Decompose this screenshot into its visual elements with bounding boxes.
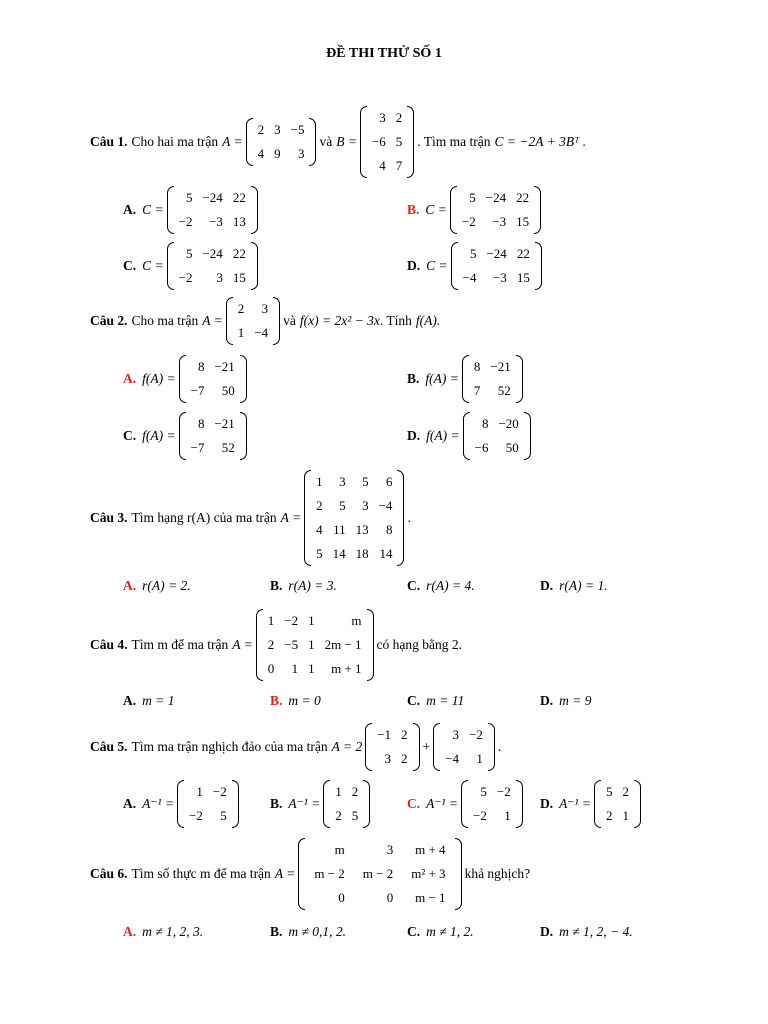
right-paren [363, 780, 370, 828]
option-text: m = 9 [559, 693, 592, 708]
matrix-cell: 7 [395, 158, 403, 173]
option-4d[interactable] [540, 693, 591, 709]
question-text: Tìm ma trận nghịch đảo của ma trận [131, 739, 328, 754]
matrix-A [243, 118, 320, 166]
matrix-cell: 5 [185, 246, 193, 261]
question-4: Câu 4. Tìm m để ma trận A = 1 −2 1 m 2 −5 1 2m − 1 0 1 1 m + 1 có hạng bằng 2. [90, 609, 462, 681]
matrix [167, 242, 258, 290]
option-label: A. [123, 796, 137, 811]
option-label: B. [270, 578, 283, 593]
option-label: C. [407, 578, 421, 593]
option-label: C. [123, 428, 137, 443]
matrix-A [295, 838, 464, 910]
left-paren [246, 118, 253, 166]
matrix-cell: 2m − 1 [324, 637, 362, 652]
page-title: ĐỀ THI THỬ SỐ 1 [326, 46, 442, 61]
left-paren [256, 609, 263, 681]
question-text: . Tính [379, 313, 412, 328]
option-6a[interactable] [123, 924, 203, 940]
matrix [360, 106, 414, 178]
option-label: A. [123, 371, 137, 386]
option-label: C. [407, 796, 421, 811]
question-text: Cho ma trận [131, 313, 199, 328]
matrix-cell: 1 [308, 637, 315, 652]
matrix-cell: 1 [196, 784, 203, 799]
matrix-cell: 3 [297, 146, 305, 161]
option-3a[interactable] [123, 578, 191, 594]
matrix-cell: −21 [490, 359, 511, 374]
option-6d[interactable] [540, 924, 633, 940]
option-text: m ≠ 0,1, 2. [288, 924, 347, 939]
formula: C = −2A + 3Bᵀ . [494, 134, 587, 149]
matrix-cell: 0 [267, 661, 275, 676]
question-text: khả nghịch? [464, 866, 531, 881]
left-paren [167, 242, 174, 290]
option-2d[interactable] [407, 412, 534, 460]
matrix-cell: 7 [473, 383, 481, 398]
matrix-cell: 8 [385, 522, 393, 537]
matrix-cell: 5 [316, 546, 323, 561]
matrix-cell: 1 [237, 325, 245, 340]
left-paren [304, 470, 311, 566]
matrix-cell: 1 [476, 751, 483, 766]
option-5b[interactable] [270, 780, 373, 828]
question-label: Câu 3. [90, 510, 128, 525]
question-1: Câu 1. Cho hai ma trận A = 2 3 −5 4 9 3 và B = 3 2 −6 5 4 7 . Tìm ma trận C = −2A + 3Bᵀ . [90, 106, 586, 178]
matrix-cell: 8 [197, 416, 205, 431]
matrix-cell: 2 [237, 301, 245, 316]
matrix-cell: 1 [335, 784, 342, 799]
option-3b[interactable] [270, 578, 337, 594]
matrix-cell: 2 [622, 784, 630, 799]
matrix-cell: −7 [190, 383, 205, 398]
right-paren [240, 412, 247, 460]
matrix [450, 186, 541, 234]
right-paren [309, 118, 316, 166]
right-paren [273, 297, 280, 345]
option-text: r(A) = 2. [142, 578, 191, 593]
option-label: D. [540, 693, 554, 708]
matrix-cell: 2 [316, 498, 323, 513]
matrix-cell: −3 [208, 214, 223, 229]
left-paren [360, 106, 367, 178]
matrix [177, 780, 239, 828]
matrix-cell: 4 [316, 522, 323, 537]
matrix-cell: −24 [486, 246, 507, 261]
matrix-M2 [430, 723, 498, 771]
option-label: D. [407, 428, 421, 443]
matrix-cell: 5 [362, 474, 369, 489]
matrix-cell: 2 [257, 122, 265, 137]
matrix-cell: m + 1 [331, 661, 362, 676]
matrix-A [301, 470, 407, 566]
option-text: r(A) = 1. [559, 578, 608, 593]
matrix-cell: 2 [267, 637, 275, 652]
left-paren [461, 780, 468, 828]
matrix-cell: 2 [351, 784, 359, 799]
question-text: . Tìm ma trận [417, 134, 491, 149]
question-label: Câu 6. [90, 866, 128, 881]
matrix-cell: 3 [379, 110, 386, 125]
right-paren [524, 412, 531, 460]
function-of-A: f(A). [415, 313, 441, 328]
option-lhs: C = [142, 202, 164, 217]
option-2c[interactable] [123, 412, 250, 460]
matrix-cell: 8 [481, 416, 489, 431]
matrix-cell: 2 [335, 808, 342, 823]
option-text: m ≠ 1, 2. [426, 924, 474, 939]
matrix-cell: 4 [379, 158, 386, 173]
matrix-cell: 3 [274, 122, 281, 137]
matrix-B [357, 106, 417, 178]
matrix [298, 838, 461, 910]
matrix-M1 [362, 723, 422, 771]
option-label: C. [407, 693, 421, 708]
left-paren [298, 838, 305, 910]
matrix-cell: −2 [461, 214, 476, 229]
left-paren [167, 186, 174, 234]
right-paren [251, 242, 258, 290]
matrix-cell: −3 [492, 270, 507, 285]
option-2a[interactable] [123, 355, 250, 403]
matrix-cell: 22 [232, 246, 246, 261]
option-lhs: A⁻¹ = [142, 796, 175, 811]
matrix-cell: m − 2 [362, 866, 394, 881]
left-paren [433, 723, 440, 771]
right-paren [488, 723, 495, 771]
matrix [256, 609, 374, 681]
option-lhs: C = [425, 202, 447, 217]
option-label: C. [407, 924, 421, 939]
matrix-cell: 15 [516, 270, 530, 285]
option-label: C. [123, 258, 137, 273]
option-4c[interactable] [407, 693, 464, 709]
question-2: Câu 2. Cho ma trận A = 2 3 1 −4 và f(x) = 2x² − 3x . Tính f(A). [90, 297, 440, 345]
option-text: m ≠ 1, 2, 3. [142, 924, 204, 939]
matrix-cell: 1 [291, 661, 299, 676]
matrix-cell: 5 [480, 784, 487, 799]
matrix-cell: 13 [232, 214, 246, 229]
matrix-cell: −3 [492, 214, 507, 229]
matrix-cell: m + 4 [415, 842, 446, 857]
option-5c[interactable] [407, 780, 526, 828]
option-label: B. [270, 693, 283, 708]
matrix-cell: −2 [469, 727, 483, 742]
left-paren [594, 780, 601, 828]
right-paren [535, 242, 542, 290]
matrix-cell: 52 [221, 440, 235, 455]
matrix-cell: 1 [316, 474, 323, 489]
option-label: B. [407, 371, 420, 386]
question-text: Tìm m để ma trận [131, 637, 229, 652]
matrix-cell: 2 [401, 751, 408, 766]
option-3d[interactable] [540, 578, 608, 594]
matrix-cell: −7 [190, 440, 205, 455]
matrix-cell: −2 [284, 613, 299, 628]
matrix-cell: 8 [197, 359, 205, 374]
matrix-cell: −4 [378, 498, 393, 513]
matrix-cell: 1 [267, 613, 275, 628]
option-label: A. [123, 578, 137, 593]
option-1d[interactable] [407, 242, 545, 290]
right-paren [634, 780, 641, 828]
question-3: Câu 3. Tìm hạng r(A) của ma trận A = 1 3 5 6 2 5 3 −4 4 11 13 8 5 14 18 14 . [90, 470, 411, 566]
matrix-cell: 13 [355, 522, 369, 537]
option-lhs: A⁻¹ = [559, 796, 592, 811]
left-paren [463, 412, 470, 460]
question-text: có hạng bằng 2. [376, 637, 463, 652]
option-1a[interactable] [123, 186, 261, 234]
left-paren [226, 297, 233, 345]
matrix [226, 297, 280, 345]
question-label: Câu 4. [90, 637, 128, 652]
matrix [323, 780, 370, 828]
matrix-cell: −6 [371, 134, 386, 149]
left-paren [450, 186, 457, 234]
left-paren [179, 355, 186, 403]
matrix-cell: 3 [362, 498, 369, 513]
option-3c[interactable] [407, 578, 475, 594]
matrix [451, 242, 542, 290]
left-paren [451, 242, 458, 290]
matrix-cell: 14 [379, 546, 393, 561]
matrix-cell: 9 [274, 146, 281, 161]
matrix-cell: 15 [232, 270, 246, 285]
matrix-cell: −4 [445, 751, 460, 766]
option-label: A. [123, 693, 137, 708]
question-text: Cho hai ma trận [131, 134, 219, 149]
matrix-cell: −6 [474, 440, 489, 455]
option-2b[interactable] [407, 355, 526, 403]
right-paren [516, 780, 523, 828]
matrix-cell: −2 [496, 784, 511, 799]
option-text: m = 1 [142, 693, 175, 708]
matrix-cell: 18 [355, 546, 369, 561]
matrix-cell: 3 [216, 270, 223, 285]
matrix-cell: 8 [473, 359, 481, 374]
matrix-cell: 1 [308, 661, 315, 676]
matrix-cell: 1 [622, 808, 630, 823]
option-5d[interactable] [540, 780, 644, 828]
matrix-cell: 3 [339, 474, 346, 489]
option-label: A. [123, 202, 137, 217]
matrix-cell: 0 [386, 890, 394, 905]
matrix-cell: −2 [212, 784, 227, 799]
option-lhs: f(A) = [426, 428, 460, 443]
matrix-cell: 5 [606, 784, 613, 799]
option-text: m ≠ 1, 2, − 4. [559, 924, 633, 939]
matrix-A [253, 609, 377, 681]
matrix-cell: −24 [485, 190, 507, 205]
matrix-cell: −2 [178, 214, 193, 229]
matrix-cell: 5 [351, 808, 359, 823]
matrix-cell: 50 [505, 440, 519, 455]
matrix [179, 412, 247, 460]
matrix-cell: −24 [202, 190, 223, 205]
right-paren [397, 470, 404, 566]
matrix-cell: −24 [202, 246, 223, 261]
option-label: A. [123, 924, 137, 939]
option-label: B. [407, 202, 420, 217]
option-label: B. [270, 924, 283, 939]
matrix-cell: 15 [516, 214, 530, 229]
right-paren [534, 186, 541, 234]
function: f(x) = 2x² − 3x [299, 313, 380, 328]
matrix [462, 355, 523, 403]
option-4a[interactable] [123, 693, 174, 709]
matrix-cell: 3 [384, 751, 392, 766]
option-lhs: f(A) = [142, 428, 176, 443]
question-label: Câu 1. [90, 134, 128, 149]
option-label: B. [270, 796, 283, 811]
option-lhs: A⁻¹ = [288, 796, 321, 811]
question-5: Câu 5. Tìm ma trận nghịch đảo của ma trận A = 2 −1 2 3 2 + 3 −2 −4 1 . [90, 723, 501, 771]
matrix-cell: −5 [284, 637, 299, 652]
matrix-cell: 22 [516, 246, 530, 261]
matrix-A [223, 297, 283, 345]
matrix-cell: −2 [473, 808, 487, 823]
option-4b[interactable] [270, 693, 321, 709]
left-paren [323, 780, 330, 828]
option-1b[interactable] [407, 186, 544, 234]
matrix [463, 412, 531, 460]
matrix-cell: 5 [220, 808, 227, 823]
matrix-cell: 1 [308, 613, 315, 628]
matrix-cell: 3 [386, 842, 394, 857]
matrix [594, 780, 641, 828]
matrix-cell: −5 [290, 122, 305, 137]
left-paren [177, 780, 184, 828]
option-label: D. [540, 796, 554, 811]
right-paren [455, 838, 462, 910]
left-paren [365, 723, 372, 771]
option-5a[interactable] [123, 780, 242, 828]
matrix-cell: 11 [333, 522, 346, 537]
matrix-cell: 5 [395, 134, 403, 149]
question-text: Tìm số thực m để ma trận [131, 866, 271, 881]
question-text: Tìm hạng r(A) của ma trận [131, 510, 277, 525]
matrix-cell: 0 [338, 890, 345, 905]
right-paren [413, 723, 420, 771]
question-label: Câu 2. [90, 313, 128, 328]
matrix-cell: −2 [178, 270, 193, 285]
left-paren [179, 412, 186, 460]
option-lhs: C = [426, 258, 448, 273]
option-lhs: f(A) = [425, 371, 459, 386]
matrix-cell: m [334, 842, 345, 857]
matrix-cell: 5 [469, 190, 476, 205]
matrix [304, 470, 404, 566]
option-6b[interactable] [270, 924, 346, 940]
question-6: Câu 6. Tìm số thực m để ma trận A = m 3 m + 4 m − 2 m − 2 m² + 3 0 0 m − 1 khả nghịch? [90, 838, 530, 910]
matrix-cell: −4 [254, 325, 269, 340]
matrix-cell: 2 [401, 727, 408, 742]
option-text: m = 0 [288, 693, 321, 708]
matrix-cell: m − 2 [314, 866, 345, 881]
matrix-cell: 52 [497, 383, 511, 398]
option-label: D. [540, 578, 554, 593]
matrix-cell: m [351, 613, 362, 628]
option-lhs: A⁻¹ = [426, 796, 459, 811]
right-paren [240, 355, 247, 403]
matrix-cell: −21 [214, 416, 235, 431]
option-lhs: f(A) = [142, 371, 176, 386]
question-text: và [319, 134, 333, 149]
question-text: và [283, 313, 296, 328]
option-1c[interactable] [123, 242, 261, 290]
option-label: D. [407, 258, 421, 273]
matrix-cell: −4 [462, 270, 477, 285]
matrix-cell: 50 [221, 383, 235, 398]
option-text: m = 11 [426, 693, 465, 708]
right-paren [407, 106, 414, 178]
matrix-cell: m − 1 [415, 890, 446, 905]
matrix-cell: −1 [377, 727, 392, 742]
matrix [246, 118, 317, 166]
matrix [179, 355, 247, 403]
option-label: D. [540, 924, 554, 939]
matrix-cell: −20 [498, 416, 519, 431]
option-6c[interactable] [407, 924, 474, 940]
matrix-cell: 2 [606, 808, 613, 823]
matrix-cell: 5 [469, 246, 477, 261]
option-text: r(A) = 3. [288, 578, 337, 593]
matrix-cell: 1 [504, 808, 511, 823]
matrix [365, 723, 419, 771]
matrix [167, 186, 258, 234]
matrix-cell: −2 [189, 808, 203, 823]
right-paren [232, 780, 239, 828]
matrix-cell: 3 [452, 727, 460, 742]
right-paren [516, 355, 523, 403]
matrix [433, 723, 495, 771]
matrix-cell: m² + 3 [411, 866, 446, 881]
matrix-cell: 22 [232, 190, 246, 205]
option-lhs: C = [142, 258, 164, 273]
matrix-cell: 3 [261, 301, 269, 316]
matrix-cell: 5 [339, 498, 346, 513]
matrix-cell: 6 [385, 474, 393, 489]
matrix-cell: 4 [257, 146, 265, 161]
left-paren [462, 355, 469, 403]
right-paren [251, 186, 258, 234]
matrix [461, 780, 523, 828]
right-paren [367, 609, 374, 681]
option-text: r(A) = 4. [426, 578, 475, 593]
question-label: Câu 5. [90, 739, 128, 754]
matrix-cell: −21 [214, 359, 235, 374]
matrix-cell: 5 [185, 190, 193, 205]
matrix-cell: 22 [516, 190, 530, 205]
matrix-cell: 14 [332, 546, 346, 561]
matrix-cell: 2 [395, 110, 403, 125]
